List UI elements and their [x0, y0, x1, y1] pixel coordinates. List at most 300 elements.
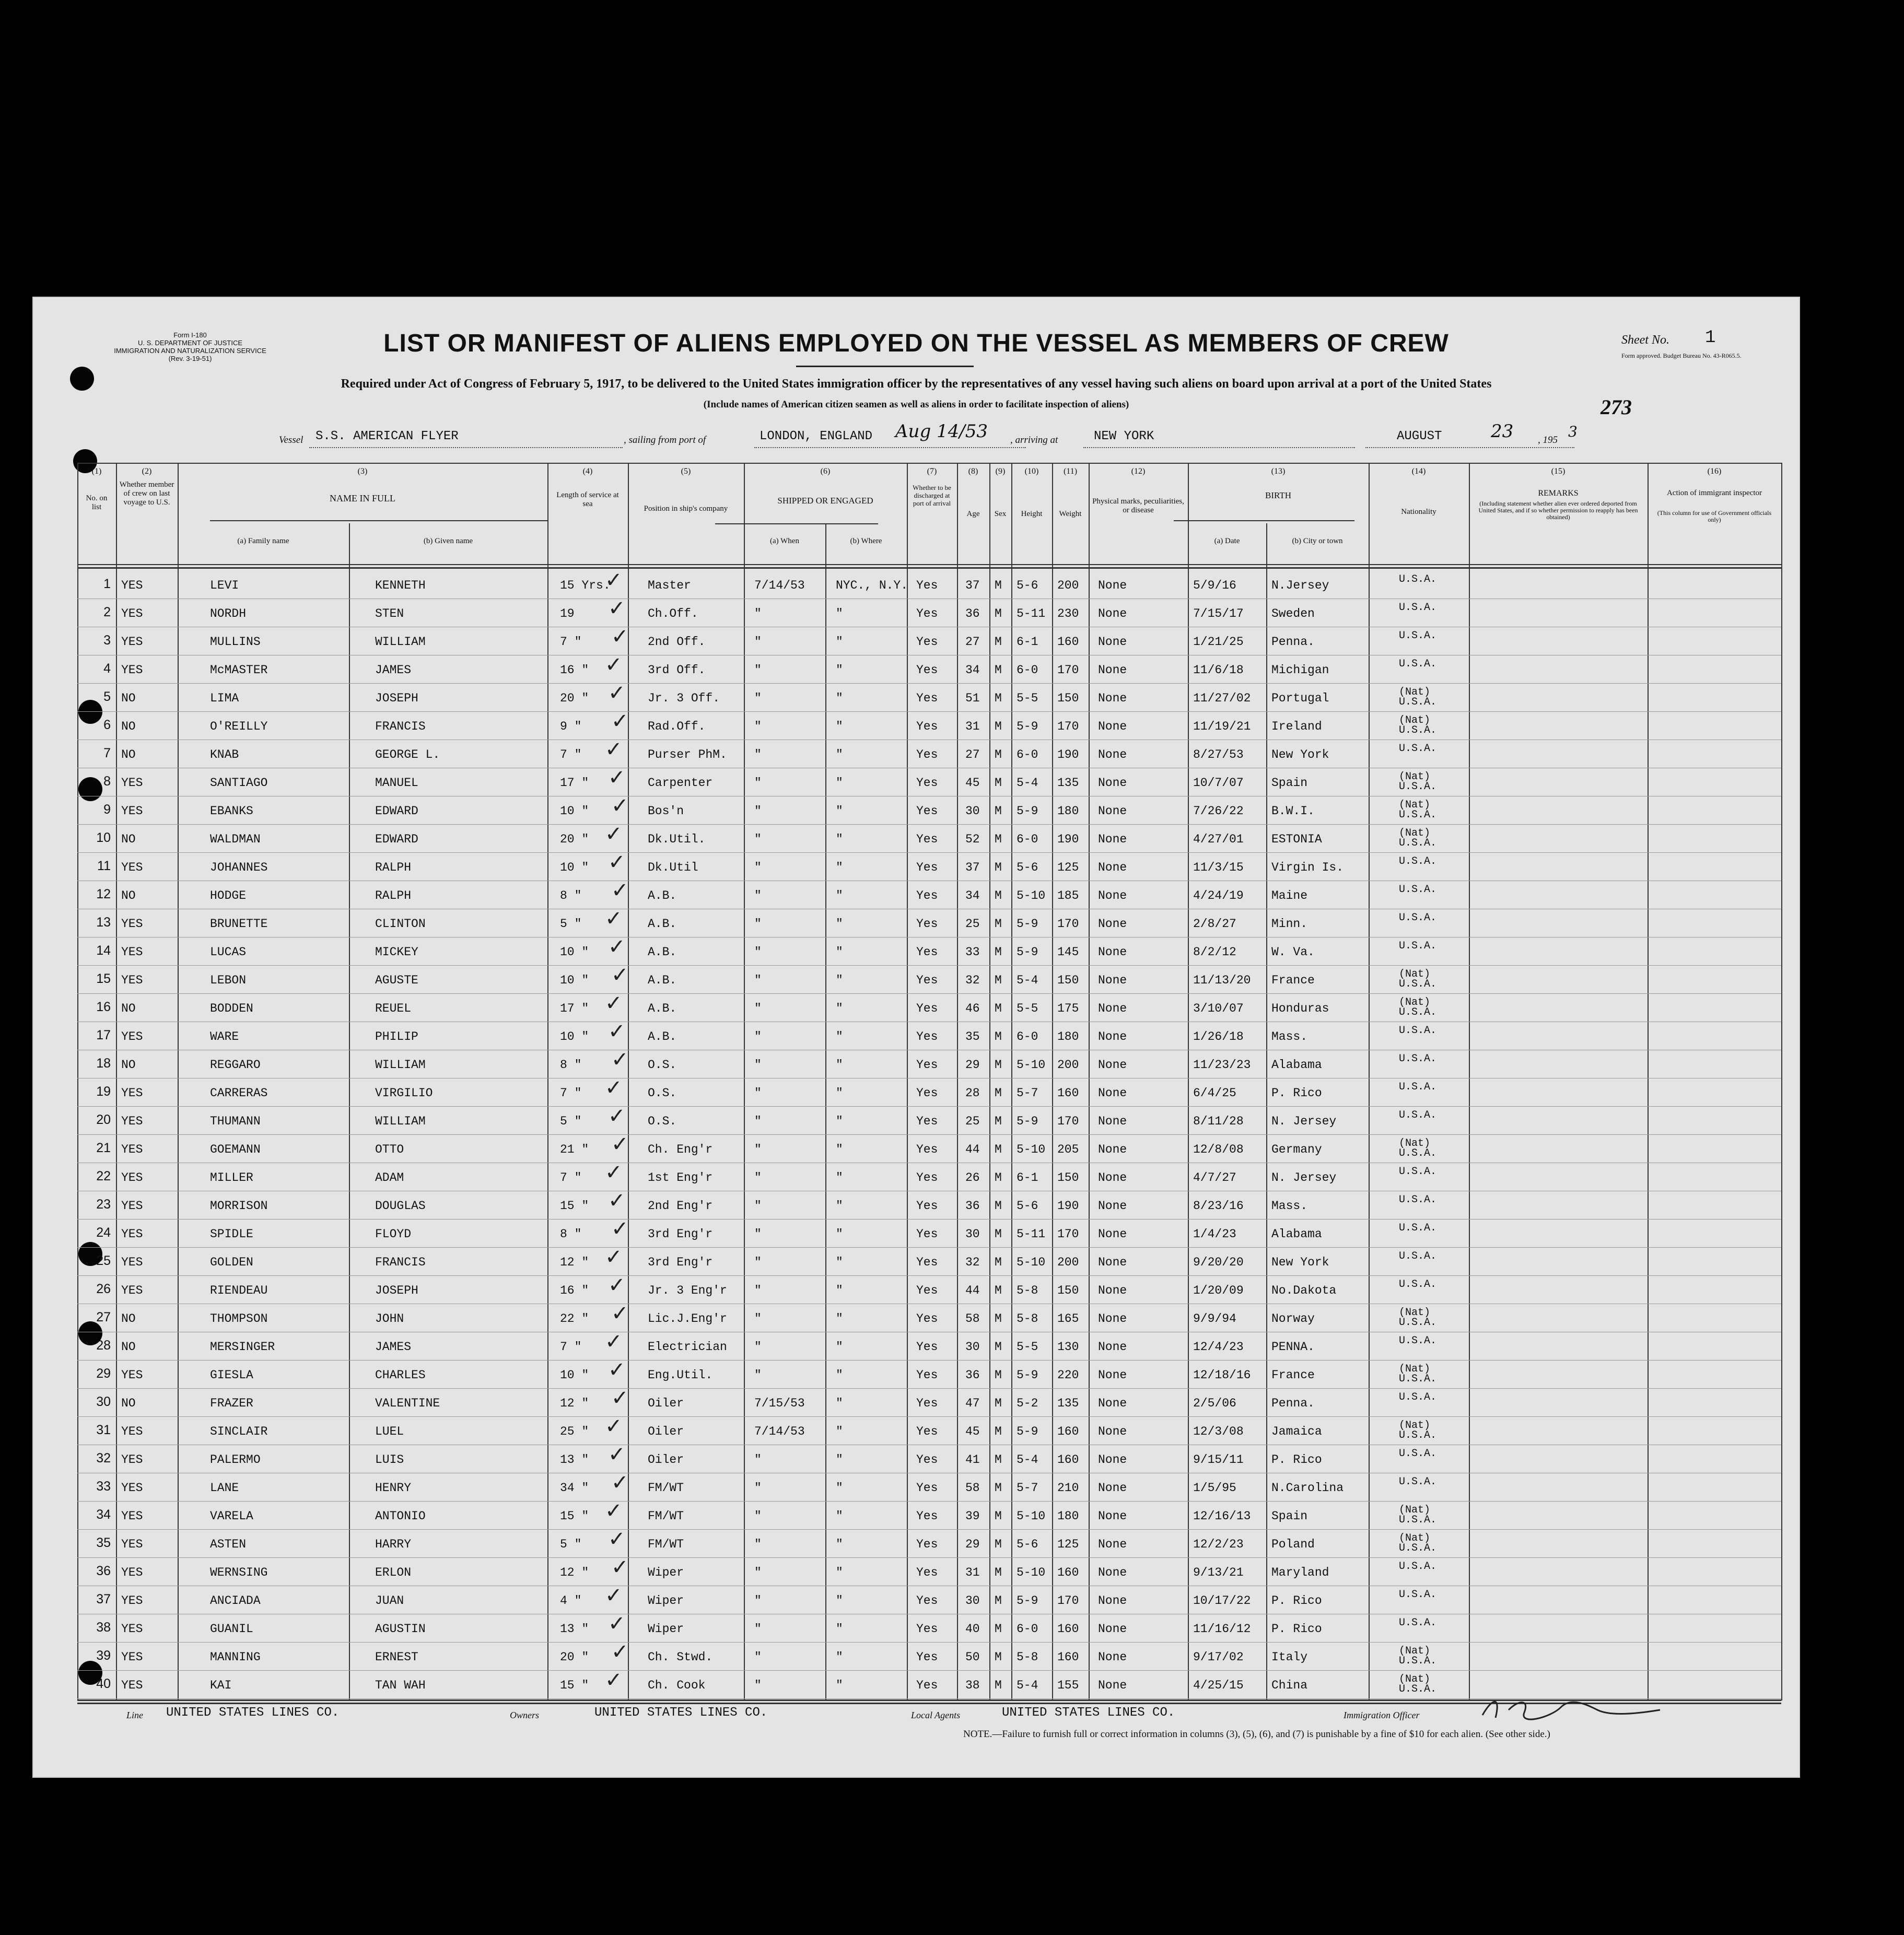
row-number: 3 [103, 633, 111, 648]
row-number: 27 [96, 1310, 111, 1324]
cell-nationality: U.S.A. [1399, 602, 1437, 614]
check-mark-icon: ✓ [608, 1358, 626, 1382]
colnum-2: (2) [142, 467, 152, 476]
cell-birth-city: Alabama [1271, 1227, 1322, 1241]
cell-shipped-when: " [754, 1171, 762, 1185]
cell-service-length: 7 " [560, 1171, 582, 1185]
cell-weight: 230 [1057, 607, 1079, 620]
cell-birth-city: Mass. [1271, 1199, 1308, 1213]
cell-service-length: 13 " [560, 1622, 589, 1636]
colnum-11: (11) [1063, 467, 1078, 476]
cell-height: 5-6 [1017, 861, 1038, 874]
footer-line-label: Line [126, 1710, 144, 1720]
hdr-height: Height [1021, 510, 1043, 518]
cell-height: 5-5 [1017, 691, 1038, 705]
cell-service-length: 20 " [560, 832, 589, 846]
manifest-sheet [33, 298, 1799, 1777]
cell-position: Wiper [648, 1566, 684, 1579]
cell-nationality: U.S.A. [1399, 743, 1437, 755]
cell-position: Dk.Util. [648, 832, 706, 846]
cell-family-name: MERSINGER [210, 1340, 275, 1354]
cell-birth-city: P. Rico [1271, 1453, 1322, 1467]
cell-weight: 160 [1057, 1650, 1079, 1664]
cell-family-name: GOEMANN [210, 1143, 261, 1156]
cell-nationality: (Nat) U.S.A. [1399, 686, 1437, 708]
cell-height: 5-7 [1017, 1481, 1038, 1495]
cell-prev-voyage: NO [121, 1340, 136, 1354]
cell-shipped-when: " [754, 1566, 762, 1579]
cell-birth-date: 4/7/27 [1193, 1171, 1236, 1185]
cell-discharged: Yes [916, 917, 938, 931]
cell-weight: 180 [1057, 804, 1079, 818]
cell-height: 5-4 [1017, 1679, 1038, 1692]
officer-signature [1472, 1694, 1671, 1726]
cell-shipped-when: " [754, 1538, 762, 1551]
cell-age: 30 [965, 1227, 980, 1241]
cell-physical-marks: None [1098, 720, 1127, 733]
cell-birth-date: 1/26/18 [1193, 1030, 1244, 1043]
cell-sex: M [995, 1312, 1002, 1326]
cell-discharged: Yes [916, 1453, 938, 1467]
hdr-family-name: (a) Family name [237, 537, 289, 545]
cell-prev-voyage: YES [121, 1199, 143, 1213]
row-number: 31 [96, 1423, 111, 1437]
cell-birth-date: 4/24/19 [1193, 889, 1244, 902]
cell-sex: M [995, 748, 1002, 761]
cell-service-length: 7 " [560, 635, 582, 649]
cell-height: 5-6 [1017, 1538, 1038, 1551]
cell-sex: M [995, 1679, 1002, 1692]
cell-birth-city: Ireland [1271, 720, 1322, 733]
cell-physical-marks: None [1098, 579, 1127, 592]
cell-shipped-where: " [836, 1509, 843, 1523]
cell-birth-city: N.Carolina [1271, 1481, 1344, 1495]
row-number: 13 [96, 915, 111, 930]
cell-age: 58 [965, 1481, 980, 1495]
cell-birth-date: 9/13/21 [1193, 1566, 1244, 1579]
cell-shipped-when: 7/14/53 [754, 1425, 805, 1438]
cell-position: Oiler [648, 1453, 684, 1467]
cell-weight: 160 [1057, 1425, 1079, 1438]
cell-nationality: U.S.A. [1399, 1589, 1437, 1601]
hdr-birth: BIRTH [1265, 490, 1291, 500]
cell-birth-city: P. Rico [1271, 1594, 1322, 1608]
cell-shipped-where: " [836, 974, 843, 987]
cell-birth-date: 1/21/25 [1193, 635, 1244, 649]
cell-shipped-when: " [754, 861, 762, 874]
cell-family-name: MULLINS [210, 635, 261, 649]
cell-age: 47 [965, 1397, 980, 1410]
cell-sex: M [995, 607, 1002, 620]
vessel-name: S.S. AMERICAN FLYER [316, 429, 459, 443]
cell-sex: M [995, 1171, 1002, 1185]
cell-physical-marks: None [1098, 1284, 1127, 1297]
footer-agents: UNITED STATES LINES CO. [1002, 1706, 1175, 1720]
cell-sex: M [995, 861, 1002, 874]
cell-family-name: FRAZER [210, 1397, 253, 1410]
cell-shipped-when: " [754, 1481, 762, 1495]
cell-weight: 170 [1057, 1594, 1079, 1608]
check-mark-icon: ✓ [611, 1386, 629, 1410]
cell-shipped-when: " [754, 1256, 762, 1269]
cell-birth-city: N. Jersey [1271, 1115, 1337, 1128]
cell-sex: M [995, 1340, 1002, 1354]
cell-discharged: Yes [916, 1002, 938, 1015]
cell-birth-date: 12/18/16 [1193, 1368, 1251, 1382]
cell-birth-city: Norway [1271, 1312, 1315, 1326]
cell-physical-marks: None [1098, 1227, 1127, 1241]
cell-family-name: KNAB [210, 748, 239, 761]
cell-physical-marks: None [1098, 832, 1127, 846]
hdr-discharged: Whether to be discharged at port of arrival [913, 484, 951, 507]
cell-shipped-where: " [836, 889, 843, 902]
colnum-5: (5) [681, 467, 691, 476]
cell-birth-date: 4/27/01 [1193, 832, 1244, 846]
cell-nationality: U.S.A. [1399, 1279, 1437, 1291]
row-number: 24 [96, 1225, 111, 1240]
cell-service-length: 10 " [560, 1030, 589, 1043]
check-mark-icon: ✓ [608, 766, 626, 790]
cell-position: Dk.Util [648, 861, 698, 874]
form-number: Form I-180 [173, 331, 207, 339]
cell-sex: M [995, 1622, 1002, 1636]
table-row [77, 1134, 1781, 1163]
row-number: 1 [103, 577, 111, 591]
cell-age: 36 [965, 607, 980, 620]
revision: (Rev. 3-19-51) [168, 355, 212, 362]
cell-service-length: 15 " [560, 1199, 589, 1213]
cell-prev-voyage: YES [121, 1425, 143, 1438]
cell-prev-voyage: YES [121, 1256, 143, 1269]
cell-physical-marks: None [1098, 861, 1127, 874]
sailing-date: Aug 14/53 [895, 421, 988, 442]
cell-age: 45 [965, 776, 980, 790]
include-instruction: (Include names of American citizen seamen as well as aliens in order to facilitate inspection of aliens) [703, 399, 1129, 410]
cell-age: 34 [965, 889, 980, 902]
cell-nationality: (Nat) U.S.A. [1399, 1420, 1437, 1441]
colnum-4: (4) [582, 467, 593, 476]
cell-given-name: MICKEY [375, 945, 418, 959]
cell-given-name: ERNEST [375, 1650, 418, 1664]
cell-shipped-where: " [836, 607, 843, 620]
cell-shipped-when: " [754, 1679, 762, 1692]
cell-service-length: 17 " [560, 776, 589, 790]
check-mark-icon: ✓ [611, 1048, 629, 1072]
cell-discharged: Yes [916, 776, 938, 790]
cell-given-name: EDWARD [375, 804, 418, 818]
row-number: 33 [96, 1479, 111, 1494]
cell-service-length: 16 " [560, 663, 589, 677]
cell-birth-date: 8/2/12 [1193, 945, 1236, 959]
cell-family-name: LEVI [210, 579, 239, 592]
cell-given-name: WILLIAM [375, 635, 426, 649]
cell-discharged: Yes [916, 804, 938, 818]
colnum-9: (9) [995, 467, 1006, 476]
cell-given-name: OTTO [375, 1143, 404, 1156]
cell-weight: 170 [1057, 917, 1079, 931]
cell-family-name: BODDEN [210, 1002, 253, 1015]
cell-shipped-where: " [836, 1340, 843, 1354]
cell-given-name: CLINTON [375, 917, 426, 931]
table-row [77, 1501, 1781, 1529]
cell-shipped-when: " [754, 1199, 762, 1213]
table-row [77, 993, 1781, 1022]
check-mark-icon: ✓ [611, 794, 629, 818]
cell-position: Lic.J.Eng'r [648, 1312, 727, 1326]
cell-birth-city: New York [1271, 748, 1329, 761]
cell-position: Wiper [648, 1622, 684, 1636]
cell-birth-city: W. Va. [1271, 945, 1315, 959]
cell-weight: 180 [1057, 1509, 1079, 1523]
cell-position: 3rd Off. [648, 663, 706, 677]
cell-birth-city: B.W.I. [1271, 804, 1315, 818]
cell-position: Ch. Eng'r [648, 1143, 713, 1156]
colnum-16: (16) [1707, 467, 1722, 476]
row-number: 5 [103, 689, 111, 704]
cell-service-length: 15 " [560, 1679, 589, 1692]
cell-age: 52 [965, 832, 980, 846]
cell-birth-city: Italy [1271, 1650, 1308, 1664]
cell-family-name: SINCLAIR [210, 1425, 268, 1438]
check-mark-icon: ✓ [611, 1301, 629, 1326]
cell-birth-date: 11/16/12 [1193, 1622, 1251, 1636]
cell-shipped-where: NYC., N.Y. [836, 579, 908, 592]
cell-service-length: 8 " [560, 1227, 582, 1241]
cell-discharged: Yes [916, 1199, 938, 1213]
table-row [77, 1191, 1781, 1219]
cell-physical-marks: None [1098, 1312, 1127, 1326]
cell-weight: 200 [1057, 1058, 1079, 1072]
cell-discharged: Yes [916, 861, 938, 874]
cell-shipped-when: " [754, 1284, 762, 1297]
cell-service-length: 10 " [560, 1368, 589, 1382]
cell-height: 5-11 [1017, 607, 1046, 620]
check-mark-icon: ✓ [605, 822, 623, 846]
cell-position: O.S. [648, 1058, 677, 1072]
cell-service-length: 12 " [560, 1397, 589, 1410]
cell-position: Ch. Cook [648, 1679, 706, 1692]
cell-service-length: 17 " [560, 1002, 589, 1015]
table-row [77, 1388, 1781, 1416]
cell-family-name: LUCAS [210, 945, 247, 959]
cell-nationality: (Nat) U.S.A. [1399, 1504, 1437, 1526]
cell-prev-voyage: YES [121, 1566, 143, 1579]
cell-prev-voyage: NO [121, 748, 136, 761]
cell-given-name: JAMES [375, 1340, 412, 1354]
cell-nationality: (Nat) U.S.A. [1399, 1532, 1437, 1554]
cell-age: 31 [965, 1566, 980, 1579]
cell-family-name: SPIDLE [210, 1227, 253, 1241]
cell-nationality: (Nat) U.S.A. [1399, 1307, 1437, 1329]
cell-shipped-when: " [754, 1594, 762, 1608]
cell-birth-city: Minn. [1271, 917, 1308, 931]
cell-weight: 160 [1057, 635, 1079, 649]
cell-shipped-when: " [754, 1086, 762, 1100]
cell-birth-date: 12/2/23 [1193, 1538, 1244, 1551]
cell-age: 31 [965, 720, 980, 733]
cell-birth-city: Mass. [1271, 1030, 1308, 1043]
cell-nationality: U.S.A. [1399, 1448, 1437, 1460]
cell-family-name: THUMANN [210, 1115, 261, 1128]
cell-shipped-where: " [836, 720, 843, 733]
row-number: 7 [103, 746, 111, 760]
cell-family-name: GIESLA [210, 1368, 253, 1382]
cell-shipped-where: " [836, 1622, 843, 1636]
cell-birth-city: Spain [1271, 776, 1308, 790]
cell-height: 5-10 [1017, 1058, 1046, 1072]
cell-service-length: 20 " [560, 691, 589, 705]
cell-height: 5-10 [1017, 1256, 1046, 1269]
cell-nationality: U.S.A. [1399, 884, 1437, 896]
cell-family-name: WARE [210, 1030, 239, 1043]
cell-family-name: EBANKS [210, 804, 253, 818]
cell-position: 1st Eng'r [648, 1171, 713, 1185]
cell-birth-date: 11/3/15 [1193, 861, 1244, 874]
cell-given-name: JOSEPH [375, 691, 418, 705]
cell-physical-marks: None [1098, 1171, 1127, 1185]
cell-age: 30 [965, 1340, 980, 1354]
cell-shipped-where: " [836, 1481, 843, 1495]
cell-weight: 150 [1057, 974, 1079, 987]
cell-nationality: U.S.A. [1399, 630, 1437, 642]
arriving-label: , arriving at [1010, 435, 1058, 445]
cell-service-length: 16 " [560, 1284, 589, 1297]
cell-shipped-where: " [836, 1199, 843, 1213]
cell-prev-voyage: YES [121, 1509, 143, 1523]
cell-discharged: Yes [916, 889, 938, 902]
cell-age: 30 [965, 1594, 980, 1608]
cell-age: 30 [965, 804, 980, 818]
cell-service-length: 10 " [560, 804, 589, 818]
cell-prev-voyage: YES [121, 607, 143, 620]
cell-position: A.B. [648, 917, 677, 931]
hdr-action-note: (This column for use of Government officials only) [1657, 509, 1772, 523]
check-mark-icon: ✓ [611, 1555, 629, 1579]
cell-physical-marks: None [1098, 1425, 1127, 1438]
cell-shipped-where: " [836, 1256, 843, 1269]
table-row [77, 1445, 1781, 1473]
cell-birth-city: Maryland [1271, 1566, 1329, 1579]
cell-physical-marks: None [1098, 607, 1127, 620]
check-mark-icon: ✓ [608, 1273, 626, 1297]
cell-height: 5-10 [1017, 1566, 1046, 1579]
check-mark-icon: ✓ [605, 1499, 623, 1523]
check-mark-icon: ✓ [608, 1189, 626, 1213]
cell-sex: M [995, 1115, 1002, 1128]
check-mark-icon: ✓ [611, 709, 629, 733]
cell-position: A.B. [648, 889, 677, 902]
cell-shipped-where: " [836, 917, 843, 931]
table-row [77, 1019, 1781, 1050]
cell-shipped-where: " [836, 748, 843, 761]
sheet-label: Sheet No. [1621, 333, 1669, 347]
cell-nationality: U.S.A. [1399, 940, 1437, 952]
page-title: LIST OR MANIFEST OF ALIENS EMPLOYED ON THE VESSEL AS MEMBERS OF CREW [383, 330, 1449, 357]
row-number: 15 [96, 971, 111, 986]
cell-given-name: REUEL [375, 1002, 412, 1015]
cell-physical-marks: None [1098, 1622, 1127, 1636]
footer-owners: UNITED STATES LINES CO. [594, 1706, 768, 1720]
cell-position: FM/WT [648, 1538, 684, 1551]
hdr-last-voyage: Whether member of crew on last voyage to U.S. [119, 480, 174, 507]
cell-weight: 170 [1057, 663, 1079, 677]
cell-shipped-when: " [754, 1622, 762, 1636]
cell-age: 28 [965, 1086, 980, 1100]
cell-height: 5-9 [1017, 804, 1038, 818]
year-digit: 3 [1568, 423, 1578, 440]
table-row [77, 1586, 1781, 1614]
cell-weight: 220 [1057, 1368, 1079, 1382]
cell-position: A.B. [648, 945, 677, 959]
cell-shipped-where: " [836, 1368, 843, 1382]
cell-discharged: Yes [916, 1566, 938, 1579]
cell-sex: M [995, 1030, 1002, 1043]
cell-nationality: (Nat) U.S.A. [1399, 799, 1437, 821]
cell-nationality: U.S.A. [1399, 1081, 1437, 1093]
cell-family-name: McMASTER [210, 663, 268, 677]
cell-nationality: U.S.A. [1399, 1250, 1437, 1262]
row-number: 16 [96, 1000, 111, 1014]
check-mark-icon: ✓ [611, 878, 629, 902]
colnum-13: (13) [1271, 467, 1286, 476]
cell-birth-date: 9/15/11 [1193, 1453, 1244, 1467]
table-row [77, 737, 1781, 768]
cell-birth-city: Penna. [1271, 1397, 1315, 1410]
cell-prev-voyage: YES [121, 1115, 143, 1128]
check-mark-icon: ✓ [605, 1160, 623, 1185]
colnum-1: (1) [91, 467, 102, 476]
cell-height: 5-8 [1017, 1650, 1038, 1664]
cell-weight: 205 [1057, 1143, 1079, 1156]
cell-sex: M [995, 1199, 1002, 1213]
cell-given-name: WILLIAM [375, 1058, 426, 1072]
cell-birth-date: 9/20/20 [1193, 1256, 1244, 1269]
cell-weight: 160 [1057, 1086, 1079, 1100]
cell-weight: 150 [1057, 1171, 1079, 1185]
hdr-remarks-note: (Including statement whether alien ever ordered deported from United States, and if so whether permission to reapply has been obtained) [1478, 500, 1638, 521]
cell-given-name: STEN [375, 607, 404, 620]
cell-shipped-when: " [754, 1340, 762, 1354]
cell-prev-voyage: YES [121, 1086, 143, 1100]
cell-discharged: Yes [916, 945, 938, 959]
table-row [77, 1332, 1781, 1360]
cell-physical-marks: None [1098, 1594, 1127, 1608]
cell-family-name: WERNSING [210, 1566, 268, 1579]
cell-birth-date: 7/26/22 [1193, 804, 1244, 818]
cell-weight: 175 [1057, 1002, 1079, 1015]
cell-nationality: U.S.A. [1399, 1025, 1437, 1037]
cell-physical-marks: None [1098, 1030, 1127, 1043]
cell-given-name: FLOYD [375, 1227, 412, 1241]
cell-family-name: GUANIL [210, 1622, 253, 1636]
cell-discharged: Yes [916, 1538, 938, 1551]
cell-shipped-where: " [836, 1115, 843, 1128]
cell-service-length: 5 " [560, 917, 582, 931]
hdr-shipped-when: (a) When [770, 537, 799, 545]
colnum-14: (14) [1411, 467, 1426, 476]
check-mark-icon: ✓ [605, 991, 623, 1015]
cell-shipped-where: " [836, 832, 843, 846]
cell-weight: 135 [1057, 776, 1079, 790]
cell-nationality: (Nat) U.S.A. [1399, 968, 1437, 990]
cell-given-name: DOUGLAS [375, 1199, 426, 1213]
cell-family-name: JOHANNES [210, 861, 268, 874]
row-number: 23 [96, 1197, 111, 1212]
row-number: 40 [96, 1676, 111, 1691]
cell-shipped-when: " [754, 1115, 762, 1128]
cell-age: 44 [965, 1143, 980, 1156]
table-row [77, 1360, 1781, 1388]
